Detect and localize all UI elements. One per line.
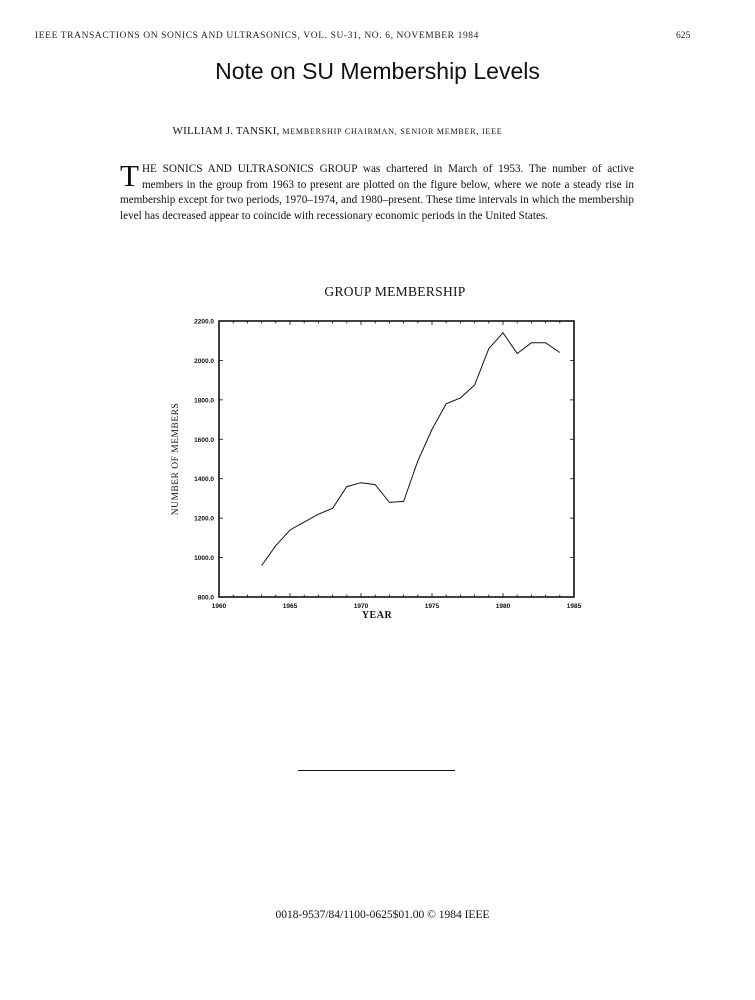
article-title: Note on SU Membership Levels: [215, 58, 540, 84]
x-tick-label: 1985: [566, 603, 582, 610]
x-tick-label: 1960: [211, 603, 227, 610]
y-tick-label: 1800.0: [194, 397, 214, 405]
y-tick-label: 1400.0: [194, 476, 214, 484]
y-axis-label: NUMBER OF MEMBERS: [171, 402, 181, 516]
x-tick-label: 1980: [495, 603, 511, 610]
body-text: HE SONICS AND ULTRASONICS GROUP was chartered in March of 1953. The number of active members in the group from 1963 to present are plotted on the figure below, where we note a steady rise in membership except for two periods, 1970–1974, and 1980–present. These time intervals in which the membership level has decreased appear to coincide with recessionary economic periods in the United States.: [120, 163, 634, 222]
chart-title: GROUP MEMBERSHIP: [324, 284, 466, 299]
footnote-rule: [298, 770, 455, 771]
y-tick-label: 2200.0: [194, 318, 214, 326]
x-axis-label: YEAR: [361, 610, 393, 621]
drop-cap: T: [120, 158, 139, 193]
copyright-footer: 0018-9537/84/1100-0625$01.00 © 1984 IEEE: [275, 909, 490, 921]
x-tick-label: 1970: [353, 603, 369, 610]
x-axis-ticks: [212, 321, 582, 610]
x-tick-label: 1965: [282, 603, 298, 610]
page-number: 625: [676, 31, 691, 41]
x-tick-label: 1975: [424, 603, 440, 610]
author-role: MEMBERSHIP CHAIRMAN, SENIOR MEMBER, IEEE: [279, 127, 503, 136]
y-tick-label: 2000.0: [194, 357, 214, 365]
y-tick-label: 1600.0: [194, 436, 214, 444]
running-head: IEEE TRANSACTIONS ON SONICS AND ULTRASONICS, VOL. SU-31, NO. 6, NOVEMBER 1984: [35, 31, 479, 41]
membership-line: [262, 333, 560, 566]
y-tick-label: 1200.0: [194, 515, 214, 523]
y-axis-ticks: [194, 319, 574, 602]
author-name: WILLIAM J. TANSKI,: [172, 125, 280, 137]
plot-frame: [219, 321, 574, 597]
y-tick-label: 1000.0: [194, 555, 214, 563]
y-tick-label: 800.0: [197, 594, 214, 602]
